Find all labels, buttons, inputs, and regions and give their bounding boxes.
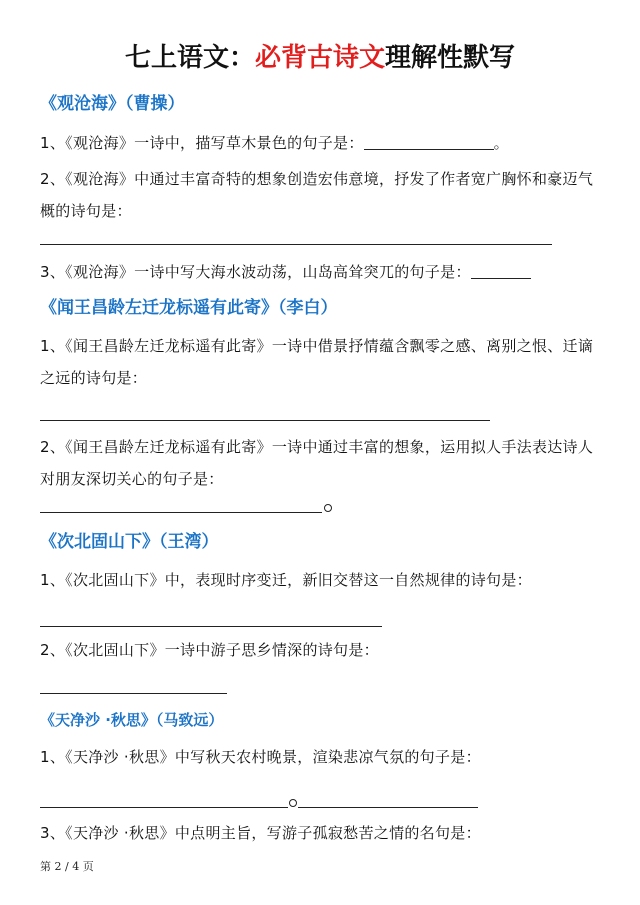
answer-line-4-1[interactable]	[40, 789, 485, 809]
answer-line-1-2[interactable]	[40, 226, 555, 246]
page-number: 第 2 / 4 页	[40, 860, 94, 873]
title-part1: 七上语文：	[124, 43, 255, 73]
question-1-2: 2、《观沧海》中通过丰富奇特的想象创造宏伟意境，抒发了作者宽广胸怀和豪迈气概的诗句是：	[40, 170, 594, 220]
answer-blank[interactable]	[364, 148, 494, 150]
section-heading-cibeigushanxia: 《次北固山下》（王湾）	[40, 532, 219, 552]
period-mark	[289, 799, 297, 807]
period-mark	[324, 504, 332, 512]
answer-underline	[40, 807, 288, 808]
section-heading-wenwangchangling: 《闻王昌龄左迁龙标遥有此寄》（李白）	[40, 298, 338, 318]
answer-underline	[40, 244, 552, 245]
answer-line-2-1[interactable]	[40, 402, 492, 422]
answer-underline	[298, 807, 478, 808]
question-text: 1、《观沧海》一诗中，描写草木景色的句子是：	[40, 134, 364, 152]
question-4-3: 3、《天净沙 ·秋思》中点明主旨，写游子孤寂愁苦之情的名句是：	[40, 824, 481, 842]
section-heading-guancanghai: 《观沧海》（曹操）	[40, 94, 185, 114]
question-1-1	[40, 127, 605, 159]
answer-line-3-1[interactable]	[40, 608, 385, 628]
question-2-2: 2、《闻王昌龄左迁龙标遥有此寄》一诗中通过丰富的想象，运用拟人手法表达诗人对朋友深切关心的句子是：	[40, 438, 594, 488]
answer-line-3-2[interactable]	[40, 675, 230, 695]
question-1-3	[40, 256, 605, 288]
answer-blank[interactable]	[471, 277, 531, 279]
question-3-1: 1、《次北固山下》中，表现时序变迁，新旧交替这一自然规律的诗句是：	[40, 571, 532, 589]
answer-underline	[40, 512, 322, 513]
answer-line-2-2[interactable]	[40, 494, 340, 514]
question-4-1: 1、《天净沙 ·秋思》中写秋天农村晚景，渲染悲凉气氛的句子是：	[40, 748, 481, 766]
answer-underline	[40, 420, 490, 421]
section-heading-tianjingsha: 《天净沙 ·秋思》（马致远）	[40, 711, 224, 729]
question-end-mark: 。	[493, 134, 509, 152]
question-2-1: 1、《闻王昌龄左迁龙标遥有此寄》一诗中借景抒情蕴含飘零之感、离别之恨、迁谪之远的诗句是：	[40, 337, 594, 387]
question-text: 3、《观沧海》一诗中写大海水波动荡，山岛高耸突兀的句子是：	[40, 263, 471, 281]
title-part3: 理解性默写	[385, 43, 516, 73]
answer-underline	[40, 626, 382, 627]
title-highlight: 必背古诗文	[254, 43, 385, 73]
answer-underline	[40, 693, 227, 694]
page-title	[0, 40, 640, 76]
question-3-2: 2、《次北固山下》一诗中游子思乡情深的诗句是：	[40, 641, 379, 659]
